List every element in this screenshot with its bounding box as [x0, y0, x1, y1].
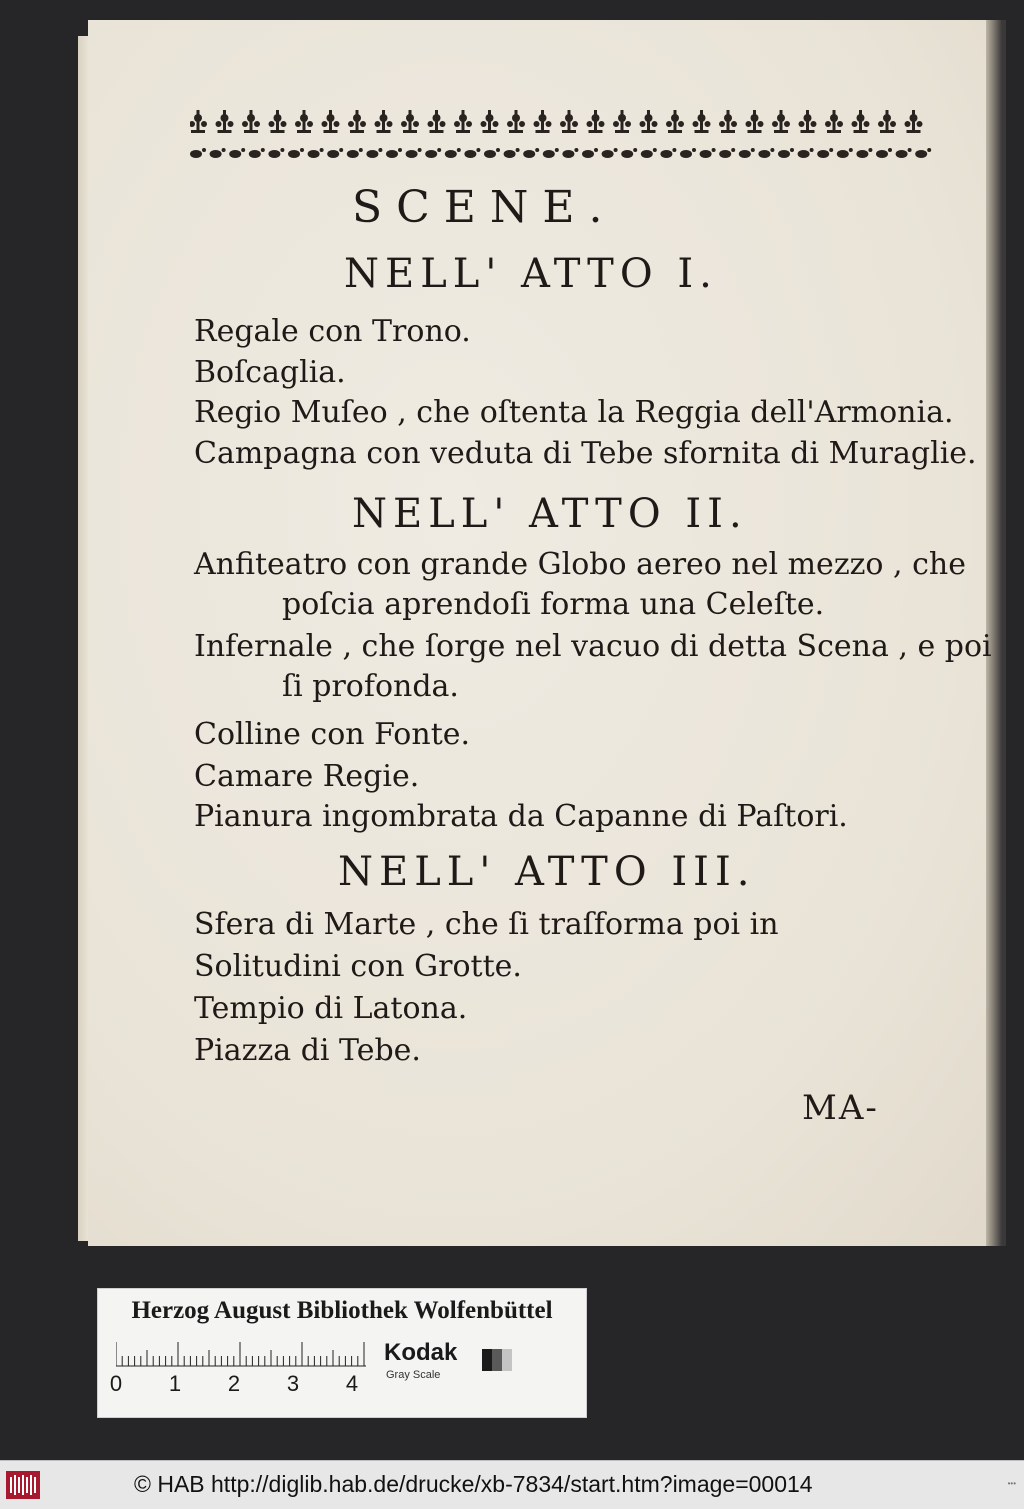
resize-grip-icon: ••• — [1007, 1479, 1016, 1488]
scene-line: Regio Muſeo , che oſtenta la Reggia dell'Armonia. — [194, 395, 954, 430]
act-heading-3: NELL' ATTO III. — [338, 849, 756, 895]
ruler-label: 3 — [286, 1371, 300, 1396]
scene-line: Infernale , che ſorge nel vacuo di detta Scena , e poi — [194, 629, 992, 664]
scene-line: Tempio di Latona. — [194, 991, 468, 1026]
ornament-graphic — [190, 104, 940, 170]
scene-line: Piazza di Tebe. — [194, 1033, 421, 1068]
gray-scale-label: Gray Scale — [386, 1369, 441, 1381]
act-heading-2: NELL' ATTO II. — [352, 491, 748, 537]
scene-line: poſcia aprendoſi forma una Celeſte. — [282, 587, 825, 622]
scene-line: Pianura ingombrata da Capanne di Paſtori. — [194, 799, 848, 834]
ruler-scale — [116, 1341, 366, 1367]
scene-line: Boſcaglia. — [194, 355, 346, 390]
scene-line: Solitudini con Grotte. — [194, 949, 522, 984]
act-heading-1: NELL' ATTO I. — [344, 251, 718, 297]
scene-line: ſi profonda. — [282, 669, 459, 704]
scene-line: Campagna con veduta di Tebe sfornita di Muraglie. — [194, 436, 977, 471]
gray-swatch-mid — [492, 1349, 502, 1371]
hab-logo-icon — [6, 1471, 40, 1499]
scene-line: Regale con Trono. — [194, 314, 471, 349]
scene-line: Sfera di Marte , che ſi traſforma poi in — [194, 907, 779, 942]
reference-card — [97, 1288, 587, 1418]
scene-line: Camare Regie. — [194, 759, 420, 794]
library-name: Herzog August Bibliothek Wolfenbüttel — [131, 1297, 553, 1324]
ruler-label: 2 — [227, 1371, 241, 1396]
ruler-label: 4 — [345, 1371, 359, 1396]
scene-line: Anfiteatro con grande Globo aereo nel mezzo , che — [194, 547, 966, 582]
ruler-label: 1 — [168, 1371, 182, 1396]
catchword: MA- — [802, 1088, 879, 1128]
page-title: SCENE. — [352, 182, 617, 233]
kodak-brand: Kodak — [384, 1339, 458, 1366]
status-bar — [0, 1460, 1024, 1509]
ruler-label: 0 — [109, 1371, 123, 1396]
gray-swatch-light — [502, 1349, 512, 1371]
source-credit: © HAB http://diglib.hab.de/drucke/xb-7834/start.htm?image=00014 — [134, 1471, 813, 1497]
scene-line: Colline con Fonte. — [194, 717, 471, 752]
gray-swatch-dark — [482, 1349, 492, 1371]
ornament-band — [190, 104, 940, 170]
